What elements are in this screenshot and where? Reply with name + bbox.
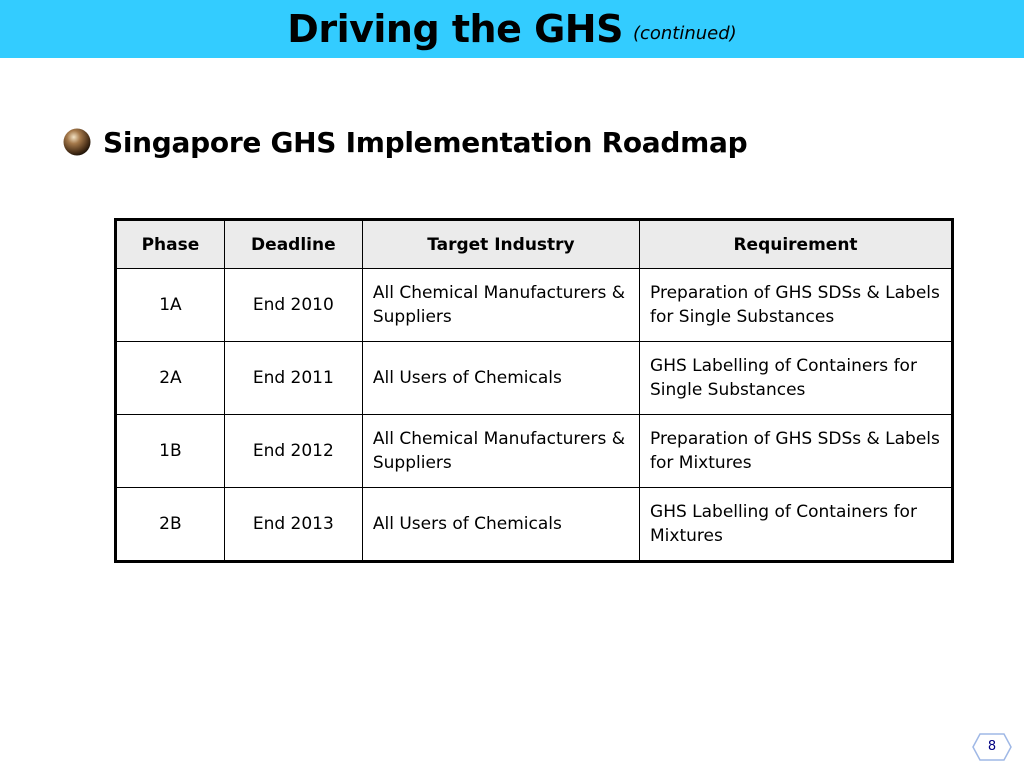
cell-requirement: Preparation of GHS SDSs & Labels for Mixtures: [640, 415, 953, 488]
title-area: [0, 0, 1024, 58]
table-row: [116, 342, 953, 415]
section-heading: Singapore GHS Implementation Roadmap: [103, 126, 748, 159]
page-number: 8: [987, 739, 997, 754]
cell-deadline: End 2010: [224, 269, 362, 342]
header-phase: Phase: [116, 220, 225, 269]
header-deadline: Deadline: [224, 220, 362, 269]
cell-phase: 1A: [116, 269, 225, 342]
cell-phase: 1B: [116, 415, 225, 488]
cell-target-industry: All Chemical Manufacturers & Suppliers: [362, 415, 639, 488]
table-row: [116, 269, 953, 342]
cell-requirement: Preparation of GHS SDSs & Labels for Single Substances: [640, 269, 953, 342]
slide-title: Driving the GHS: [287, 7, 623, 51]
cell-target-industry: All Chemical Manufacturers & Suppliers: [362, 269, 639, 342]
cell-target-industry: All Users of Chemicals: [362, 488, 639, 562]
header-target-industry: Target Industry: [362, 220, 639, 269]
cell-requirement: GHS Labelling of Containers for Single Substances: [640, 342, 953, 415]
table-row: [116, 488, 953, 562]
cell-phase: 2B: [116, 488, 225, 562]
cell-deadline: End 2011: [224, 342, 362, 415]
cell-target-industry: All Users of Chemicals: [362, 342, 639, 415]
cell-phase: 2A: [116, 342, 225, 415]
sphere-bullet-icon: [62, 127, 92, 157]
slide-title-suffix: (continued): [632, 23, 737, 44]
cell-deadline: End 2012: [224, 415, 362, 488]
roadmap-table: [114, 218, 954, 563]
table-row: [116, 415, 953, 488]
cell-requirement: GHS Labelling of Containers for Mixtures: [640, 488, 953, 562]
table-header-row: [116, 220, 953, 269]
header-requirement: Requirement: [640, 220, 953, 269]
cell-deadline: End 2013: [224, 488, 362, 562]
